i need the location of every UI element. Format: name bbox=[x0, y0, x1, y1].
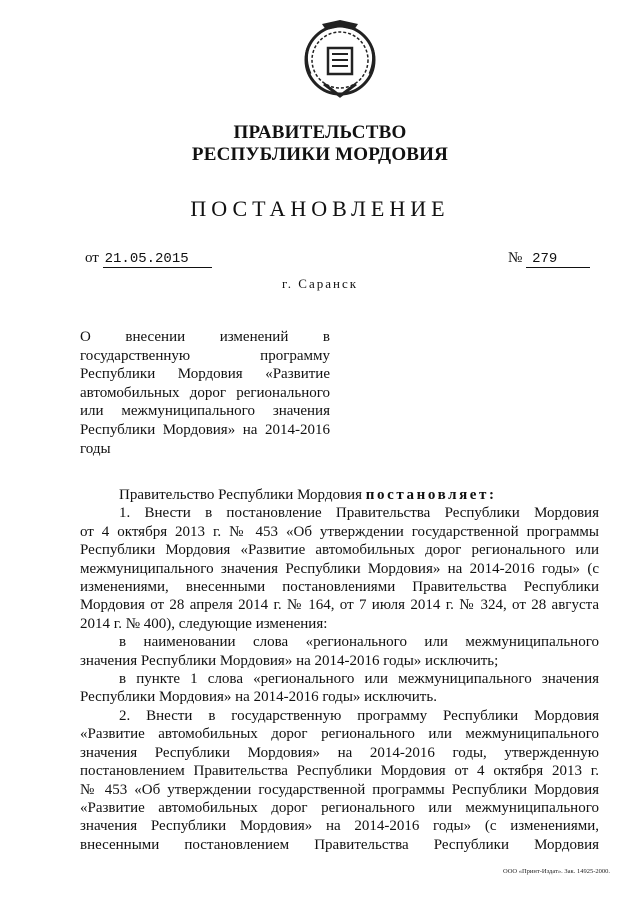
subject-line: О внесении изменений в bbox=[80, 329, 330, 345]
subject-line: или межмуниципального значения bbox=[80, 403, 330, 420]
date-prefix: от bbox=[85, 250, 99, 266]
body-line: Мордовия от 28 апреля 2014 г. № 164, от 7 июля 2014 г. № 324, от 28 августа bbox=[80, 597, 599, 614]
body-line: значения Республики Мордовия» на 2014-2016 годы» (с изменениями, bbox=[80, 818, 599, 835]
body-line: значения Республики Мордовия» на 2014-2016 годы, утвержденную bbox=[80, 744, 599, 761]
subject-line: Республики Мордовия» на 2014-2016 bbox=[80, 421, 330, 438]
coat-of-arms-emblem bbox=[300, 18, 380, 100]
printer-footer: ООО «Принт-Издат». Зак. 14925-2000. bbox=[503, 868, 610, 875]
body-line: «Развитие автомобильных дорог регионального или межмуниципального bbox=[80, 799, 599, 816]
subject-line: автомобильных дорог регионального bbox=[80, 384, 330, 401]
document-body bbox=[80, 486, 599, 854]
body-line: в пункте 1 слова «регионального или межмуниципального значения bbox=[119, 671, 599, 688]
body-line: межмуниципального значения Республики Мордовия» на 2014-2016 годы» (с bbox=[80, 560, 599, 577]
organization-name-line2: РЕСПУБЛИКИ МОРДОВИЯ bbox=[191, 144, 449, 165]
body-line: Республики Мордовия «Развитие автомобильных дорог регионального или bbox=[80, 542, 599, 559]
body-line: № 453 «Об утверждении государственной программы Республики Мордовия bbox=[80, 781, 599, 798]
date-value: 21.05.2015 bbox=[103, 251, 212, 268]
body-line: в наименовании слова «регионального или межмуниципального bbox=[119, 634, 599, 651]
body-line: значения Республики Мордовия» на 2014-2016 годы» исключить; bbox=[80, 652, 499, 669]
body-line: изменениями, внесенными постановлениями Правительства Республики bbox=[80, 579, 599, 596]
body-line: внесенными постановлением Правительства Республики Мордовия bbox=[80, 836, 599, 853]
city-label: г. Саранск bbox=[281, 276, 359, 291]
body-line: 2014 г. № 400), следующие изменения: bbox=[80, 615, 328, 632]
intro-text: Правительство Республики Мордовия bbox=[119, 487, 366, 503]
decree-word: постановляет: bbox=[365, 487, 497, 503]
body-line: «Развитие автомобильных дорог регионального или межмуниципального bbox=[80, 726, 599, 743]
subject-line: государственную программу bbox=[80, 347, 330, 364]
document-type-title: ПОСТАНОВЛЕНИЕ bbox=[190, 196, 450, 221]
body-line: 2. Внести в государственную программу Республики Мордовия bbox=[119, 707, 599, 724]
document-date bbox=[85, 250, 212, 268]
body-line: Республики Мордовия» на 2014-2016 годы» исключить. bbox=[80, 689, 437, 706]
document-subject bbox=[80, 328, 330, 458]
subject-line: Республики Мордовия «Развитие bbox=[80, 366, 330, 383]
body-line: от 4 октября 2013 г. № 453 «Об утверждении государственной программы bbox=[80, 523, 599, 540]
intro-paragraph bbox=[80, 486, 599, 504]
number-prefix: № bbox=[508, 250, 523, 266]
body-line: 1. Внести в постановление Правительства Республики Мордовия bbox=[119, 505, 599, 522]
organization-name-line1: ПРАВИТЕЛЬСТВО bbox=[233, 122, 407, 143]
document-number bbox=[508, 250, 590, 268]
body-line: постановлением Правительства Республики Мордовия от 4 октября 2013 г. bbox=[80, 763, 599, 780]
subject-line: годы bbox=[80, 440, 111, 457]
number-value: 279 bbox=[526, 251, 590, 268]
